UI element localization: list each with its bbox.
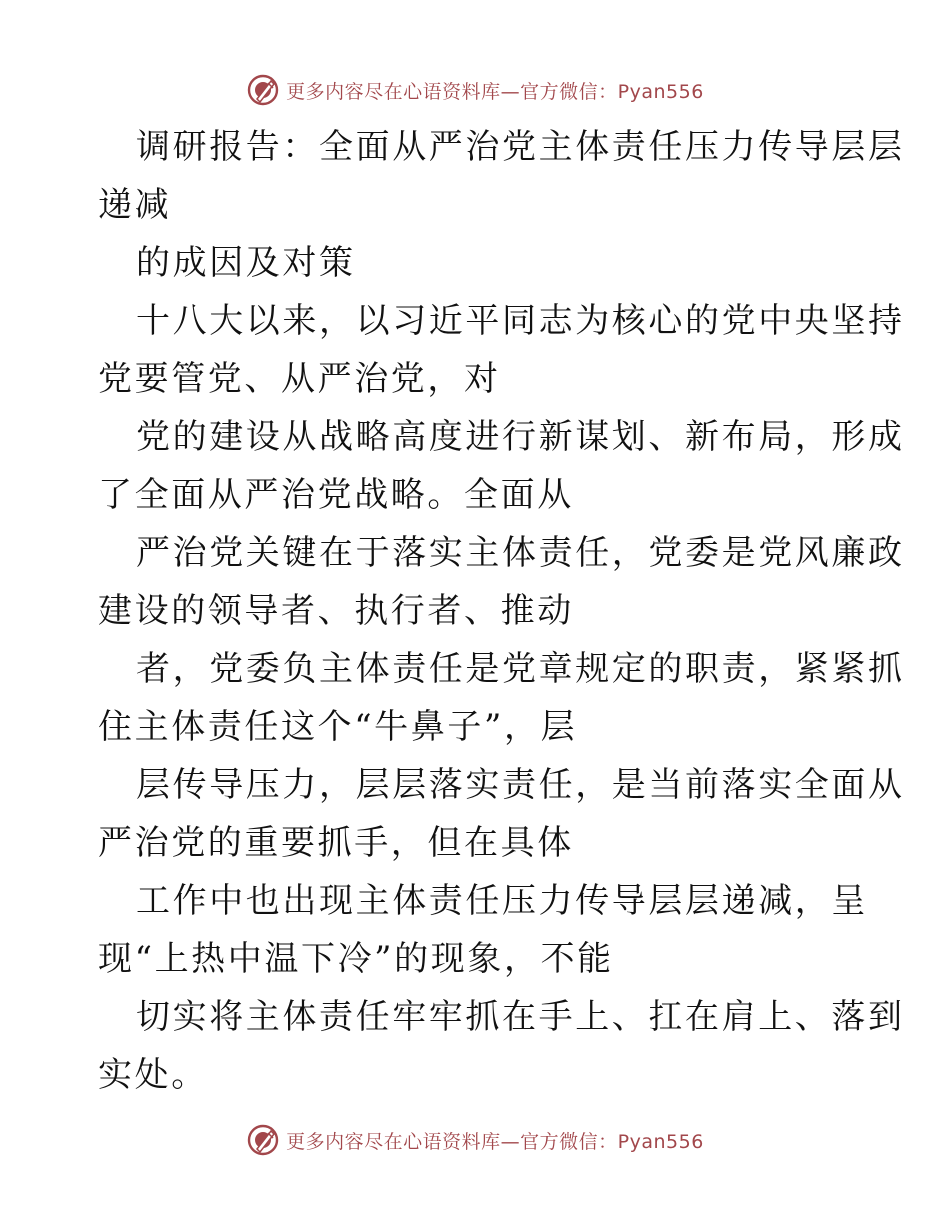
text-line: 严治党的重要抓手，但在具体 bbox=[98, 823, 574, 863]
text-line: 住主体责任这个“牛鼻子”，层 bbox=[98, 707, 578, 747]
document-body bbox=[98, 118, 905, 1104]
text-line: 建设的领导者、执行者、推动 bbox=[98, 591, 574, 631]
text-line: 十八大以来，以习近平同志为核心的党中央坚持 bbox=[136, 301, 905, 341]
pen-nib-seal-icon bbox=[246, 73, 280, 107]
text-line: 切实将主体责任牢牢抓在手上、扛在肩上、落到 bbox=[136, 997, 905, 1037]
text-line: 的成因及对策 bbox=[136, 243, 356, 283]
footer-watermark-banner bbox=[0, 1120, 950, 1160]
text-line: 调研报告：全面从严治党主体责任压力传导层层 bbox=[136, 127, 905, 167]
text-line: 党的建设从战略高度进行新谋划、新布局，形成 bbox=[136, 417, 905, 457]
text-line: 工作中也出现主体责任压力传导层层递减，呈 bbox=[136, 881, 868, 921]
text-line: 现“上热中温下冷”的现象，不能 bbox=[98, 939, 614, 979]
text-line: 者，党委负主体责任是党章规定的职责，紧紧抓 bbox=[136, 649, 905, 689]
text-line: 递减 bbox=[98, 185, 172, 225]
header-watermark-banner bbox=[0, 70, 950, 110]
text-line: 实处。 bbox=[98, 1055, 208, 1095]
text-line: 了全面从严治党战略。全面从 bbox=[98, 475, 574, 515]
pen-nib-seal-icon bbox=[246, 1123, 280, 1157]
footer-watermark-text: 更多内容尽在心语资料库—官方微信：Pyan556 bbox=[286, 1130, 704, 1153]
header-watermark-text: 更多内容尽在心语资料库—官方微信：Pyan556 bbox=[286, 80, 704, 103]
text-line: 党要管党、从严治党，对 bbox=[98, 359, 501, 399]
text-line: 层传导压力，层层落实责任，是当前落实全面从 bbox=[136, 765, 905, 805]
text-line: 严治党关键在于落实主体责任，党委是党风廉政 bbox=[136, 533, 905, 573]
